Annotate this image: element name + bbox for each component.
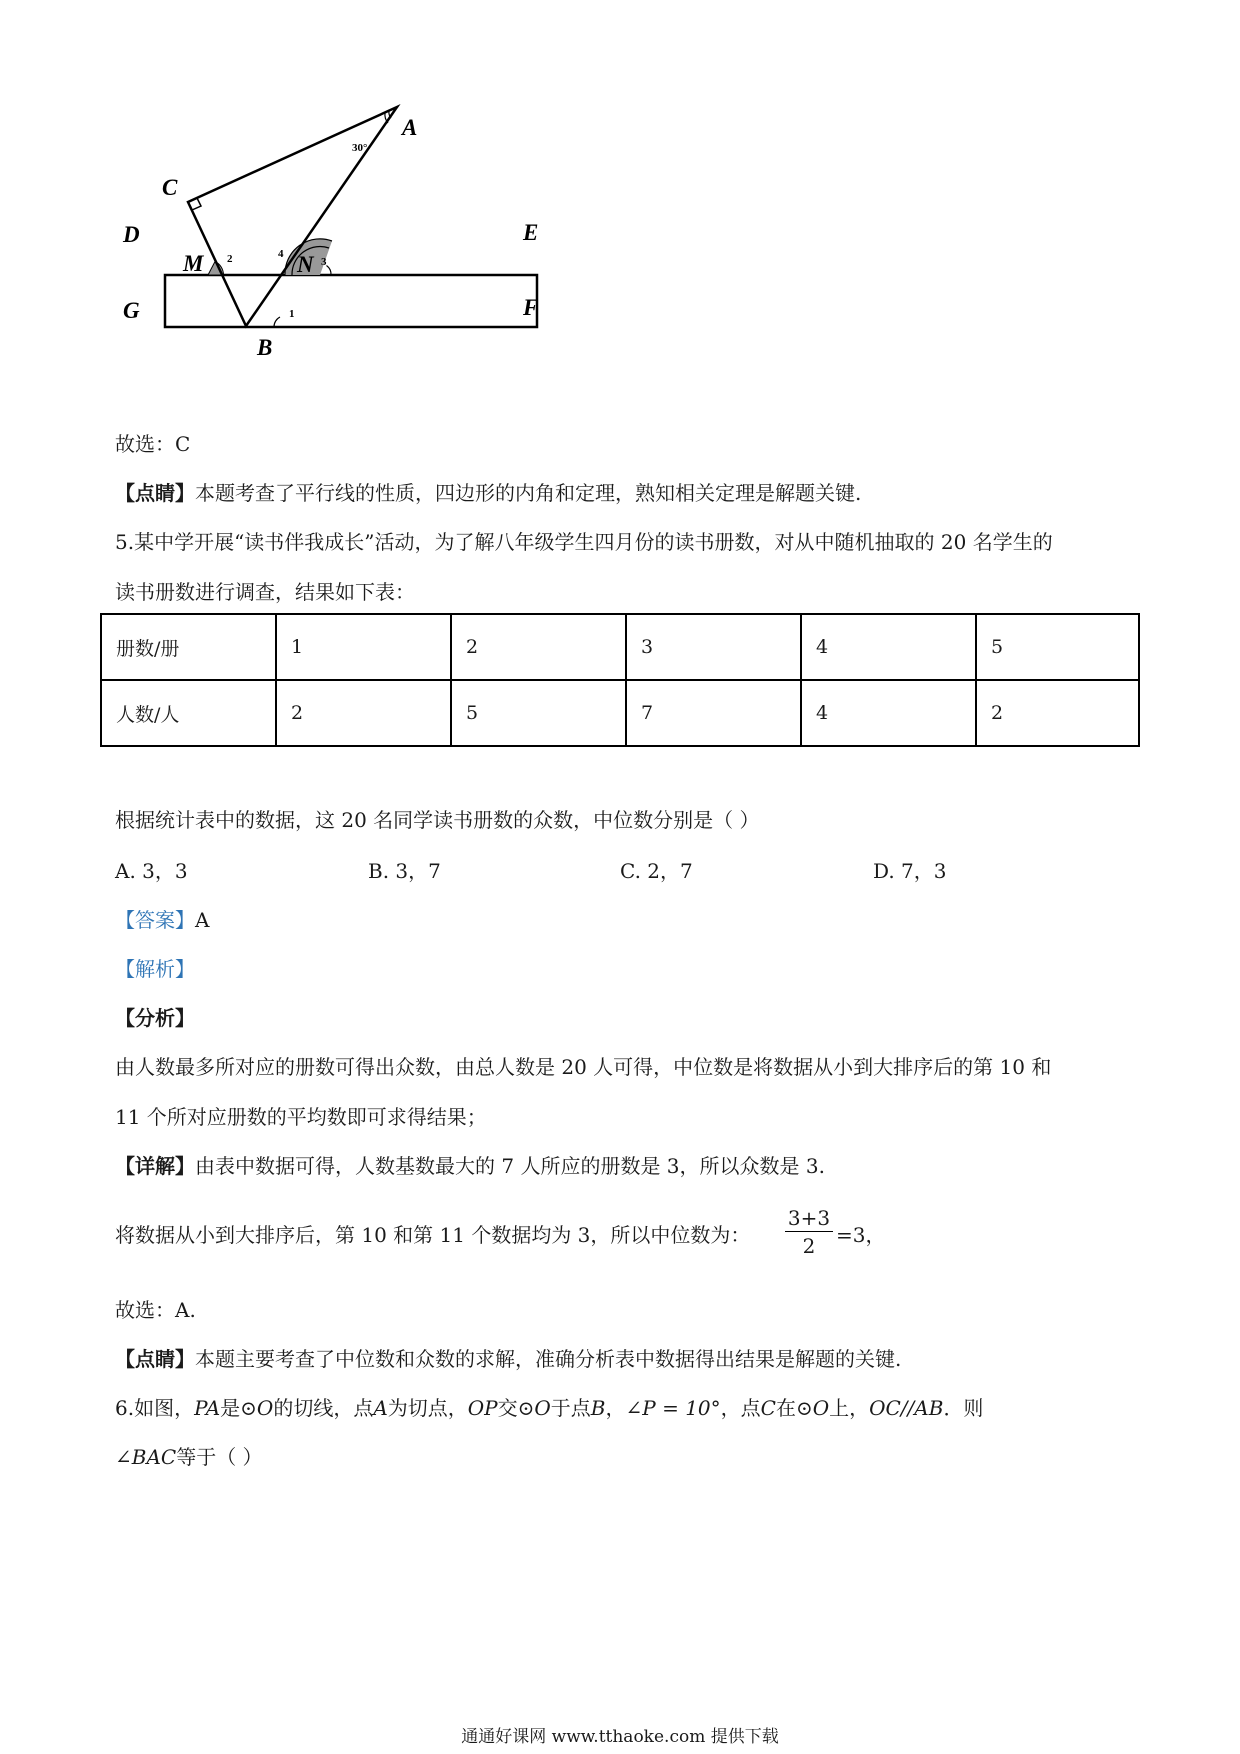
q5-comment [115, 1345, 901, 1373]
q6-text: 上， [829, 1396, 870, 1420]
q5-comment-tag: 【点睛】 [115, 1347, 195, 1371]
angle-1-arc [274, 317, 280, 327]
q6-text: 在 [775, 1396, 796, 1420]
table-cell: 7 [626, 680, 801, 746]
q6-math-circle: ⊙O [240, 1396, 274, 1420]
q5-detail-tag: 【详解】 [115, 1154, 195, 1178]
q5-answer-value: A [195, 908, 210, 932]
q6-text: 交 [497, 1396, 518, 1420]
fraction-denominator: 2 [802, 1234, 816, 1258]
table-cell: 4 [801, 614, 976, 680]
q5-option-d: D. 7，3 [873, 859, 947, 883]
q6-text: 等于（ ） [176, 1445, 263, 1469]
q6-stem-line1 [115, 1394, 983, 1422]
q5-detail [115, 1152, 825, 1180]
table-row [101, 614, 1139, 680]
table-cell: 2 [276, 680, 451, 746]
stats-table [100, 613, 1140, 747]
table-cell: 2 [976, 680, 1139, 746]
label-angle-30: 30° [352, 142, 368, 154]
q5-option-c: C. 2，7 [620, 859, 693, 883]
table-row [101, 680, 1139, 746]
q6-math-oc-ab: OC//AB [869, 1396, 944, 1420]
q6-text: ，点 [720, 1396, 761, 1420]
q6-text: 于点 [550, 1396, 591, 1420]
q6-text: ， [605, 1396, 626, 1420]
q6-math-a: A [373, 1396, 388, 1420]
table-cell: 5 [976, 614, 1139, 680]
q6-math-pa: PA [194, 1396, 221, 1420]
q5-answer-tag: 【答案】 [115, 908, 195, 932]
q5-stem-line2: 读书册数进行调查，结果如下表： [115, 580, 415, 604]
label-g: G [123, 298, 140, 323]
fraction-result: =3， [836, 1223, 886, 1247]
q5-fenxi-tag: 【分析】 [115, 1006, 195, 1030]
q5-final-answer: 故选：A. [115, 1298, 196, 1322]
q5-fenxi-line2: 11 个所对应册数的平均数即可求得结果； [115, 1105, 487, 1129]
q5-option-b: B. 3，7 [368, 859, 441, 883]
q4-comment-tag: 【点睛】 [115, 481, 195, 505]
q6-math-circle: ⊙O [517, 1396, 551, 1420]
label-f: F [523, 295, 539, 320]
table-cell: 3 [626, 614, 801, 680]
q4-comment [115, 479, 861, 507]
q6-text: ．则 [943, 1396, 984, 1420]
table-cell: 5 [451, 680, 626, 746]
geometry-figure [123, 105, 650, 410]
table-cell: 册数/册 [101, 614, 276, 680]
label-angle-3: 3 [321, 256, 327, 268]
table-cell: 4 [801, 680, 976, 746]
q5-analysis-tag: 【解析】 [115, 957, 195, 981]
q5-median-text: 将数据从小到大排序后，第 10 和第 11 个数据均为 3，所以中位数为： [115, 1223, 751, 1247]
fraction-numerator: 3+3 [785, 1205, 833, 1232]
table-cell: 2 [451, 614, 626, 680]
label-angle-4: 4 [278, 248, 284, 260]
q6-math-angle-bac: ∠BAC [115, 1445, 177, 1469]
table-cell: 人数/人 [101, 680, 276, 746]
q6-math-circle: ⊙O [795, 1396, 830, 1420]
label-m: M [183, 251, 204, 276]
angle-3-arc [327, 266, 332, 276]
q5-comment-text: 本题主要考查了中位数和众数的求解，准确分析表中数据得出结果是解题的关键. [195, 1347, 902, 1371]
q6-math-c: C [760, 1396, 776, 1420]
q6-text: 的切线，点 [273, 1396, 374, 1420]
median-fraction [785, 1205, 833, 1260]
triangle-abc [188, 107, 397, 326]
label-angle-1: 1 [289, 308, 295, 320]
q4-comment-text: 本题考查了平行线的性质，四边形的内角和定理，熟知相关定理是解题关键. [195, 481, 862, 505]
label-n: N [297, 252, 314, 277]
label-b: B [257, 335, 273, 360]
rectangle-defg [165, 275, 537, 327]
label-angle-2: 2 [227, 253, 233, 265]
table-cell: 1 [276, 614, 451, 680]
q6-math-b: B [590, 1396, 606, 1420]
q5-question: 根据统计表中的数据，这 20 名同学读书册数的众数，中位数分别是（ ） [115, 808, 760, 832]
q4-answer-line: 故选：C [115, 432, 191, 456]
q5-fenxi-line1: 由人数最多所对应的册数可得出众数，由总人数是 20 人可得，中位数是将数据从小到大排序后的第 10 和 [115, 1055, 1052, 1079]
q5-answer [115, 906, 209, 934]
q5-stem-line1: 5.某中学开展“读书伴我成长”活动，为了解八年级学生四月份的读书册数，对从中随机抽取的 20 名学生的 [115, 530, 1053, 554]
q6-math-angle-p: ∠P = 10° [625, 1396, 721, 1420]
label-d: D [123, 222, 140, 247]
q6-text: 为切点， [387, 1396, 468, 1420]
q6-stem-line2 [115, 1443, 263, 1471]
q5-option-a: A. 3，3 [115, 859, 188, 883]
q6-text: 6.如图， [115, 1396, 195, 1420]
label-c: C [162, 175, 178, 200]
label-e: E [523, 220, 539, 245]
footer-watermark: 通通好课网 www.tthaoke.com 提供下载 [461, 1727, 779, 1747]
q5-detail-text: 由表中数据可得，人数基数最大的 7 人所应的册数是 3，所以众数是 3. [195, 1154, 825, 1178]
q6-math-op: OP [467, 1396, 498, 1420]
label-a: A [402, 115, 418, 140]
angle-a-arc [385, 113, 388, 123]
q6-text: 是 [220, 1396, 241, 1420]
